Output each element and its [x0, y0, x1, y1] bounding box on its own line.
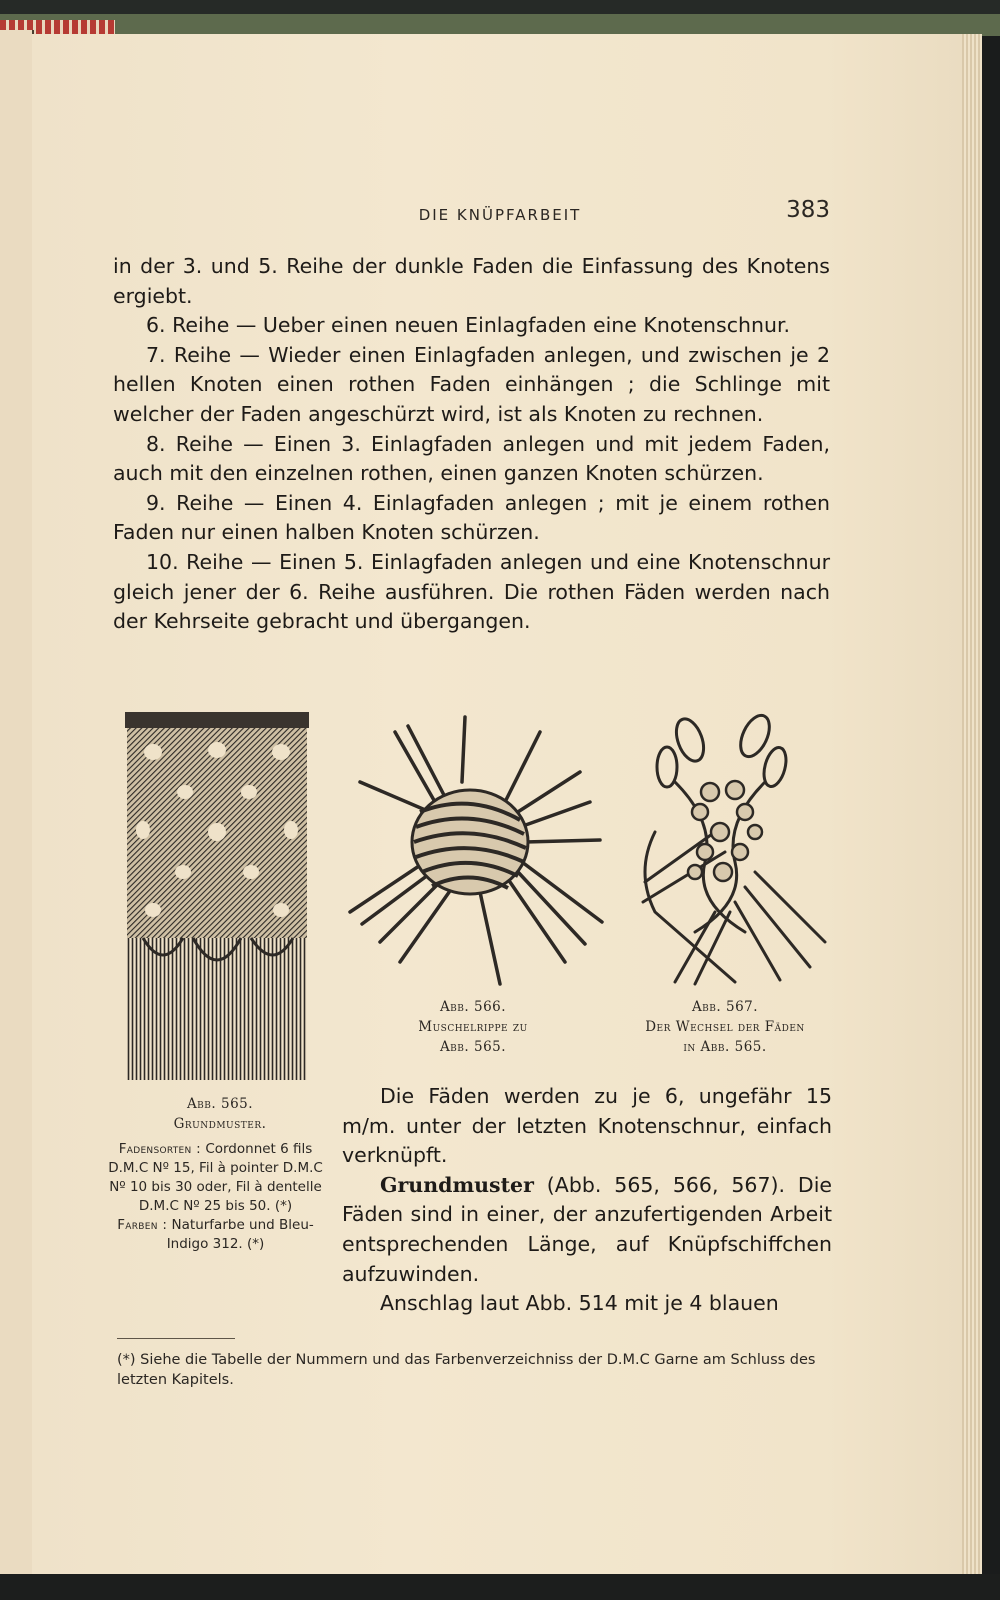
- figure-565-illustration: [123, 712, 311, 1080]
- paragraph: 8. Reihe — Einen 3. Einlagfaden anlegen und mit jedem Faden, auch mit den einzelnen rothen, einen ganzen Knoten schürzen.: [113, 431, 830, 486]
- paragraph: 7. Reihe — Wieder einen Einlagfaden anlegen, und zwischen je 2 hellen Knoten einen rothen Faden einhängen ; die Schlinge mit welcher der Faden angeschürzt wird, ist als Knoten zu rechnen.: [113, 342, 830, 426]
- caption-label: Abb. 565.: [186, 1096, 254, 1112]
- caption-figure-565: [110, 1094, 330, 1134]
- caption-title: Der Wechsel der Fäden: [645, 1019, 805, 1035]
- materials-legend: [108, 1140, 323, 1254]
- paragraph: 10. Reihe — Einen 5. Einlagfaden anlegen und eine Knotenschnur gleich jener der 6. Reihe ausführen. Die rothen Fäden werden nach der Kehrseite gebracht und übergangen.: [113, 549, 830, 634]
- caption-title: Grundmuster.: [173, 1116, 267, 1132]
- page-number: 383: [786, 197, 830, 223]
- legend-label: Fadensorten :: [118, 1141, 202, 1157]
- paragraph-text: (Abb. 565, 566, 567). Die Fäden sind in einer, der anzufertigenden Arbeit entsprechenden Länge, auf Knüpfschiffchen aufzuwinden.: [342, 1172, 832, 1286]
- legend-label: Farben :: [117, 1217, 168, 1233]
- caption-figure-567: [610, 997, 840, 1057]
- figure-567-illustration: [615, 712, 830, 987]
- legend-text: Naturfarbe und Bleu-Indigo 312. (*): [166, 1217, 314, 1252]
- paragraph: Anschlag laut Abb. 514 mit je 4 blauen: [380, 1291, 779, 1316]
- footnote: (*) Siehe die Tabelle der Nummern und das Farbenverzeichniss der D.M.C Garne am Schluss des letzten Kapitels.: [117, 1352, 816, 1388]
- running-title: DIE KNÜPFARBEIT: [418, 206, 582, 224]
- caption-figure-566: [378, 997, 568, 1057]
- footnote-rule: [117, 1338, 235, 1339]
- book-bottom-edge: [0, 1574, 1000, 1600]
- book-spine: [0, 14, 1000, 36]
- paragraph: 6. Reihe — Ueber einen neuen Einlagfaden eine Knotenschnur.: [146, 313, 791, 338]
- caption-title: Abb. 565.: [439, 1039, 507, 1055]
- paragraph: Die Fäden werden zu je 6, ungefähr 15 m/m. unter der letzten Knotenschnur, einfach verknüpft.: [342, 1084, 832, 1168]
- section-heading: Grundmuster: [380, 1172, 534, 1197]
- legend-text: Cordonnet 6 fils D.M.C Nº 15, Fil à pointer D.M.C Nº 10 bis 30 oder, Fil à dentelle D.M.C Nº 25 bis 50. (*): [108, 1141, 323, 1214]
- body-text: [113, 252, 830, 637]
- figure-566-illustration: [340, 712, 610, 987]
- legend-thread-types: [108, 1140, 323, 1216]
- caption-title: Muschelrippe zu: [418, 1019, 528, 1035]
- page-block-edge: [962, 34, 982, 1574]
- caption-title: in Abb. 565.: [683, 1039, 767, 1055]
- paragraph: [342, 1171, 832, 1289]
- caption-label: Abb. 567.: [691, 999, 759, 1015]
- right-column-text: [342, 1082, 832, 1319]
- left-page-edge: [0, 30, 34, 1578]
- paragraph: 9. Reihe — Einen 4. Einlagfaden anlegen ; mit je einem rothen Faden nur einen halben Knoten schürzen.: [113, 490, 830, 545]
- legend-colors: [108, 1216, 323, 1254]
- caption-label: Abb. 566.: [439, 999, 507, 1015]
- paragraph: in der 3. und 5. Reihe der dunkle Faden die Einfassung des Knotens ergiebt.: [113, 254, 830, 308]
